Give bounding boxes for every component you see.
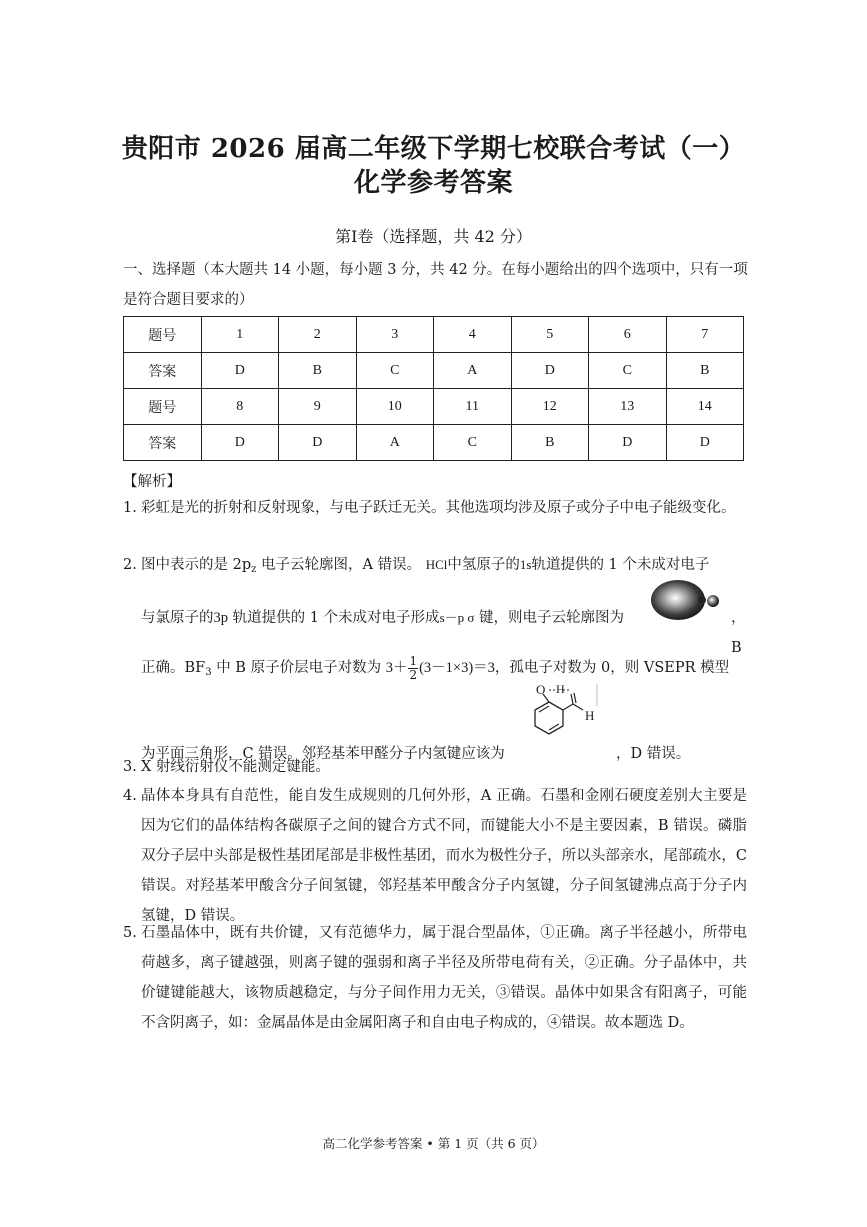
o-hydroxybenzaldehyde-structure-icon: [527, 680, 602, 750]
item2-line-2: 与氯原子的3p 轨道提供的 1 个未成对电子形成s－p σ 键，则电子云轮廓图为 ，B: [141, 610, 746, 656]
question-number: 2: [279, 317, 357, 353]
question-number: 13: [589, 389, 667, 425]
question-number: 4: [434, 317, 512, 353]
item-number: 2.: [123, 557, 137, 573]
question-number: 12: [511, 389, 589, 425]
analysis-heading: 【解析】: [123, 474, 181, 490]
item-number: 5.: [123, 925, 137, 941]
answer-cell: B: [511, 425, 589, 461]
question-number: 5: [511, 317, 589, 353]
item2-line-3: 正确。$BF_3$ 中 B 原子价层电子对数为 3＋ $\frac{1}{2}$ (3－1×3)＝3，孤电子对数为 0，则 VSEPR 模型: [141, 653, 730, 682]
s-p-sigma-orbital-icon: [651, 578, 723, 622]
item-number: 4.: [123, 788, 137, 804]
table-row: [124, 317, 744, 353]
answer-cell: A: [356, 425, 434, 461]
question-number: 6: [589, 317, 667, 353]
page-footer: 高二化学参考答案 • 第 1 页（共 6 页）: [322, 1136, 545, 1151]
item-number: 3.: [123, 759, 137, 775]
question-number: 11: [434, 389, 512, 425]
answer-cell: D: [589, 425, 667, 461]
answer-cell: D: [201, 353, 279, 389]
question-number: 8: [201, 389, 279, 425]
row-label: 题号: [124, 389, 202, 425]
answer-table: [123, 316, 744, 461]
question-number: 1: [201, 317, 279, 353]
row-label: 题号: [124, 317, 202, 353]
answer-cell: B: [279, 353, 357, 389]
document-subtitle: 化学参考答案: [353, 168, 513, 198]
answer-cell: D: [201, 425, 279, 461]
explanation-item-3: [123, 752, 747, 782]
answer-cell: C: [356, 353, 434, 389]
table-row: [124, 353, 744, 389]
question-number: 9: [279, 389, 357, 425]
oxygen-label: O: [536, 682, 546, 697]
section-heading: 第Ⅰ卷（选择题，共 42 分）: [335, 227, 532, 246]
aldehyde-hydrogen-label: H: [585, 708, 595, 723]
item-number: 1.: [123, 500, 137, 516]
answer-cell: D: [511, 353, 589, 389]
fraction-half: $\frac{1}{2}$: [409, 653, 418, 682]
row-label: 答案: [124, 353, 202, 389]
explanation-item-4: [123, 781, 747, 931]
table-row: [124, 425, 744, 461]
item-text: 石墨晶体中，既有共价键，又有范德华力，属于混合型晶体，①正确。离子半径越小，所带电荷越多，离子键越强，则离子键的强弱和离子半径及所带电荷有关，②正确。分子晶体中，共价键键能越大，该物质越稳定，与分子间作用力无关，③错误。晶体中如果含有阳离子，可能不含阴离子，如：金属晶体是由金属阳离子和自由电子构成的，④错误。故本题选 D。: [141, 925, 747, 1031]
answer-cell: D: [666, 425, 744, 461]
answer-cell: A: [434, 353, 512, 389]
item2-line-1: 图中表示的是 $2p_z$ 电子云轮廓图，A 错误。 HCl中氢原子的1s轨道提供的 1 个未成对电子: [141, 557, 710, 575]
answer-cell: C: [589, 353, 667, 389]
item-text: 彩虹是光的折射和反射现象，与电子跃迁无关。其他选项均涉及原子或分子中电子能级变化。: [141, 500, 736, 516]
document-title: 贵阳市 2026 届高二年级下学期七校联合考试（一）: [121, 134, 746, 164]
hydrogen-label: H: [556, 682, 565, 696]
table-row: [124, 389, 744, 425]
item-text: 晶体本身具有自范性，能自发生成规则的几何外形，A 正确。石墨和金刚石硬度差别大主要是因为它们的晶体结构各碳原子之间的键合方式不同，而键能大小不是主要因素，B 错误。磷脂双分子层中头部是极性基团尾部是非极性基团，而水为极性分子，所以头部亲水，尾部疏水，C 错误。对羟基苯甲酸含分子间氢键，邻羟基苯甲酸含分子内氢键，分子间氢键沸点高于分子内氢键，D 错误。: [141, 788, 747, 924]
answer-cell: B: [666, 353, 744, 389]
answer-cell: D: [279, 425, 357, 461]
section-instructions: 一、选择题（本大题共 14 小题，每小题 3 分，共 42 分。在每小题给出的四个选项中，只有一项是符合题目要求的）: [123, 262, 748, 308]
explanation-item-1: [123, 493, 747, 523]
item2-line-4: 为平面三角形，C 错误。邻羟基苯甲醛分子内氢键应该为 ，D 错误。: [141, 746, 691, 762]
question-number: 7: [666, 317, 744, 353]
question-number: 3: [356, 317, 434, 353]
question-number: 10: [356, 389, 434, 425]
row-label: 答案: [124, 425, 202, 461]
item-text: X 射线衍射仪不能测定键能。: [141, 759, 330, 775]
question-number: 14: [666, 389, 744, 425]
answer-cell: C: [434, 425, 512, 461]
explanation-item-5: [123, 918, 747, 1038]
